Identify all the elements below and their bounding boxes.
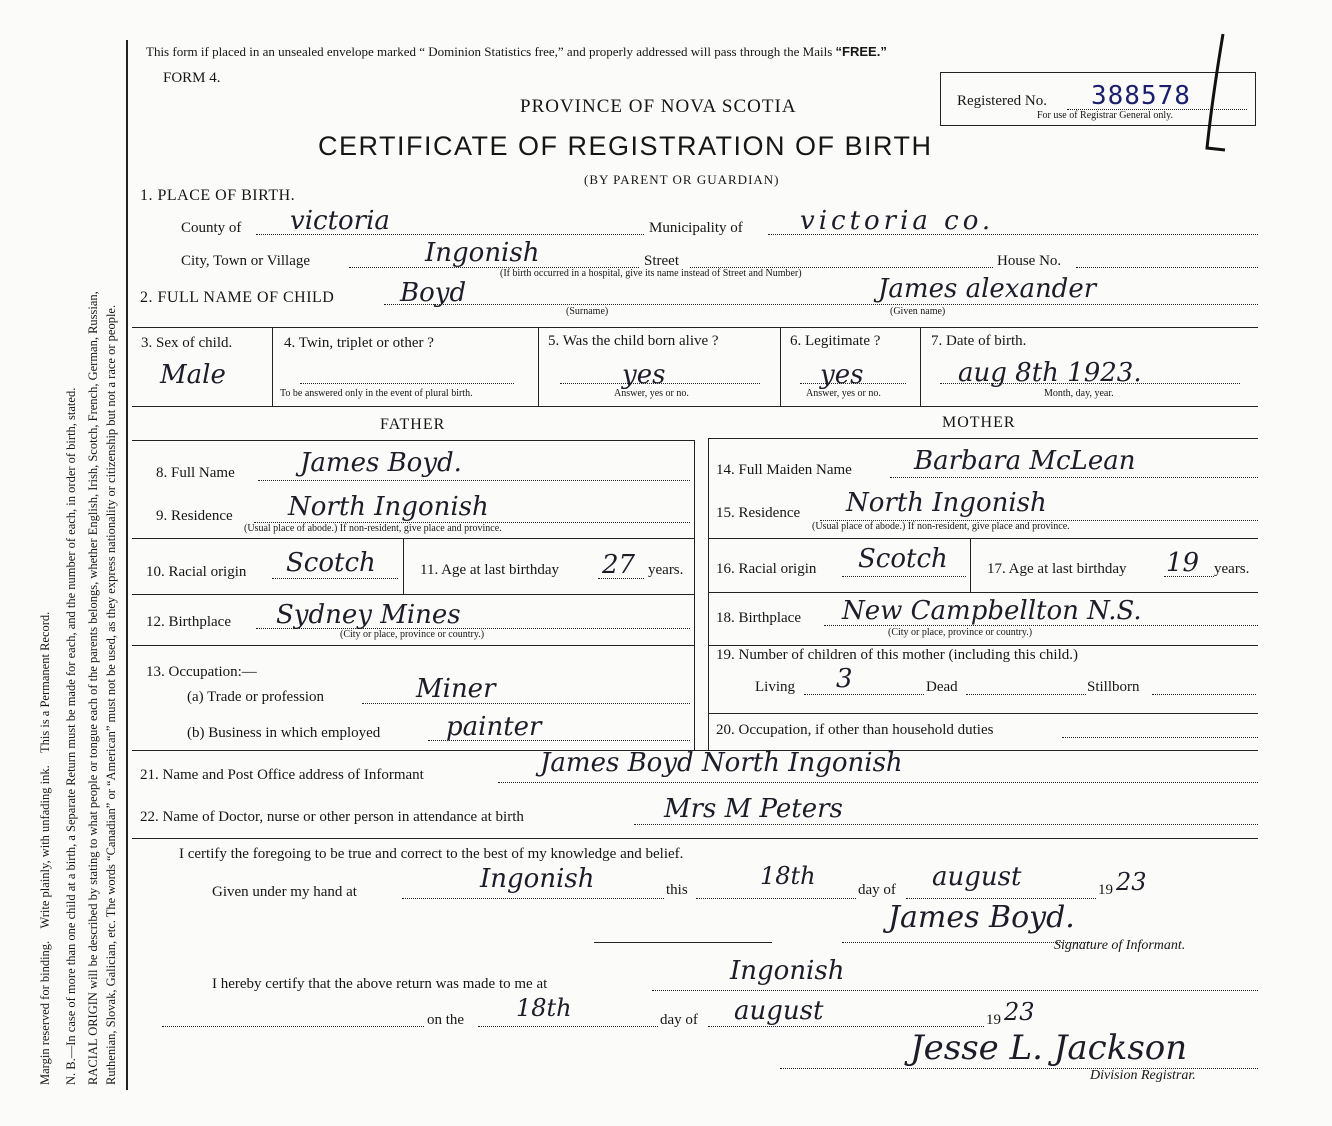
city-label: City, Town or Village: [181, 253, 311, 269]
certify-day: 18th: [760, 862, 816, 890]
child-given-name: James alexander: [878, 274, 1097, 304]
mother-heading: MOTHER: [942, 414, 1016, 431]
father-trade: Miner: [416, 674, 496, 704]
registered-number: 388578: [1091, 81, 1191, 111]
dob-value: aug 8th 1923.: [958, 358, 1142, 388]
municipality-value: victoria co.: [800, 206, 995, 236]
living-label: Living: [755, 679, 795, 695]
form-number: FORM 4.: [163, 70, 221, 86]
certify-day-of-label: day of: [858, 882, 896, 898]
informant-value: James Boyd North Ingonish: [540, 748, 903, 778]
father-birthplace: Sydney Mines: [276, 600, 461, 630]
stillborn-label: Stillborn: [1087, 679, 1140, 695]
county-label: County of: [181, 220, 242, 236]
registrar-year-prefix: 19: [986, 1012, 1001, 1028]
legitimate-note: Answer, yes or no.: [806, 388, 881, 399]
certify-place: Ingonish: [480, 864, 595, 894]
county-value: victoria: [290, 206, 390, 236]
dead-label: Dead: [926, 679, 958, 695]
mother-birthplace-note: (City or place, province or country.): [888, 627, 1033, 638]
city-value: Ingonish: [425, 238, 540, 268]
registrar-statement: I hereby certify that the above return was made to me at: [212, 976, 548, 992]
father-age-label: 11. Age at last birthday: [420, 562, 559, 578]
father-residence-label: 9. Residence: [156, 508, 233, 524]
mail-notice: This form if placed in an unsealed envelope marked “ Dominion Statistics free,” and properly addressed will pass through the Mails “FREE.”: [146, 44, 887, 59]
division-registrar-label: Division Registrar.: [1090, 1068, 1196, 1083]
doctor-value: Mrs M Peters: [664, 794, 843, 824]
father-age: 27: [602, 550, 636, 580]
child-name-label: 2. FULL NAME OF CHILD: [140, 289, 335, 306]
doctor-label: 22. Name of Doctor, nurse or other person in attendance at birth: [140, 809, 524, 825]
margin-racial-note-2: Ruthenian, Slovak, Galician, etc. The words “Canadian” or “American” must not be used, as they express nationality or citizenship but not a race or people.: [104, 304, 118, 1085]
mother-residence: North Ingonish: [846, 488, 1047, 518]
municipality-label: Municipality of: [649, 220, 743, 236]
father-years: years.: [648, 562, 684, 578]
alive-label: 5. Was the child born alive ?: [548, 333, 719, 349]
house-label: House No.: [997, 253, 1062, 269]
hospital-note: (If birth occurred in a hospital, give its name instead of Street and Number): [500, 268, 802, 279]
margin-racial-note-1: RACIAL ORIGIN will be described by stating to what people or tongue each of the parents belongs, whether English, Irish, Scotch, French, German, Russian,: [86, 291, 100, 1085]
alive-note: Answer, yes or no.: [614, 388, 689, 399]
province-heading: PROVINCE OF NOVA SCOTIA: [520, 96, 797, 117]
mother-name-label: 14. Full Maiden Name: [716, 462, 852, 478]
margin-nb-note: N. B.—In case of more than one child at a birth, a Separate Return must be made for each, and the number of each, in order of birth, stated.: [64, 387, 78, 1085]
father-trade-label: (a) Trade or profession: [187, 689, 325, 705]
registrar-day-of-label: day of: [660, 1012, 698, 1028]
certify-statement: I certify the foregoing to be true and correct to the best of my knowledge and belief.: [179, 846, 684, 862]
child-surname: Boyd: [400, 278, 467, 308]
registrar-day: 18th: [516, 994, 572, 1022]
mother-race: Scotch: [858, 544, 948, 574]
mother-age-label: 17. Age at last birthday: [987, 561, 1127, 577]
registrar-note: For use of Registrar General only.: [1037, 110, 1173, 121]
informant-signature-label: Signature of Informant.: [1054, 938, 1186, 953]
father-race-label: 10. Racial origin: [146, 564, 247, 580]
mother-residence-label: 15. Residence: [716, 505, 801, 521]
father-name: James Boyd.: [300, 448, 462, 478]
certify-month: august: [932, 862, 1022, 892]
dob-label: 7. Date of birth.: [931, 333, 1027, 349]
sex-value: Male: [160, 360, 226, 390]
twin-note: To be answered only in the event of plural birth.: [280, 388, 473, 399]
mother-birthplace: New Campbellton N.S.: [842, 596, 1142, 626]
given-name-label: (Given name): [890, 306, 946, 317]
registrar-month: august: [734, 996, 824, 1026]
father-residence-note: (Usual place of abode.) If non-resident, give place and province.: [244, 523, 502, 534]
margin-binding-note: Margin reserved for binding. Write plainly, with unfading ink. This is a Permanent Record.: [38, 611, 52, 1085]
father-race: Scotch: [286, 548, 376, 578]
pen-mark: [1195, 30, 1235, 160]
mother-occupation-label: 20. Occupation, if other than household duties: [716, 722, 994, 738]
father-residence: North Ingonish: [288, 492, 489, 522]
certify-year-prefix: 19: [1098, 882, 1113, 898]
on-the-label: on the: [427, 1012, 465, 1028]
father-heading: FATHER: [380, 416, 446, 433]
mother-name: Barbara McLean: [914, 446, 1136, 476]
margin-rule: [126, 40, 128, 1090]
informant-label: 21. Name and Post Office address of Informant: [140, 767, 424, 783]
certify-this-label: this: [666, 882, 688, 898]
surname-label: (Surname): [566, 306, 609, 317]
mother-age: 19: [1166, 548, 1200, 578]
place-of-birth-label: 1. PLACE OF BIRTH.: [140, 187, 296, 204]
dob-note: Month, day, year.: [1044, 388, 1114, 399]
legitimate-value: yes: [820, 360, 864, 390]
sex-label: 3. Sex of child.: [141, 335, 233, 351]
legitimate-label: 6. Legitimate ?: [790, 333, 881, 349]
father-birthplace-note: (City or place, province or country.): [340, 629, 485, 640]
page-subtitle: (BY PARENT OR GUARDIAN): [584, 172, 780, 187]
page-title: CERTIFICATE OF REGISTRATION OF BIRTH: [318, 131, 933, 161]
father-name-label: 8. Full Name: [156, 465, 235, 481]
certify-year: 23: [1116, 868, 1147, 896]
alive-value: yes: [622, 360, 666, 390]
father-occupation-label: 13. Occupation:—: [146, 664, 257, 680]
street-label: Street: [644, 253, 679, 269]
mother-years: years.: [1214, 561, 1250, 577]
given-under-label: Given under my hand at: [212, 884, 357, 900]
informant-signature: James Boyd.: [888, 900, 1075, 935]
father-business: painter: [446, 712, 542, 742]
mother-birthplace-label: 18. Birthplace: [716, 610, 801, 626]
father-birthplace-label: 12. Birthplace: [146, 614, 231, 630]
mother-residence-note: (Usual place of abode.) If non-resident, give place and province.: [812, 521, 1070, 532]
mother-children-label: 19. Number of children of this mother (including this child.): [716, 647, 1079, 663]
registered-label: Registered No.: [957, 93, 1047, 109]
registrar-year: 23: [1004, 998, 1035, 1026]
father-business-label: (b) Business in which employed: [187, 725, 381, 741]
registrar-signature: Jesse L. Jackson: [910, 1028, 1188, 1068]
registrar-place: Ingonish: [730, 956, 845, 986]
living-count: 3: [836, 664, 853, 694]
twin-label: 4. Twin, triplet or other ?: [284, 335, 434, 351]
mother-race-label: 16. Racial origin: [716, 561, 817, 577]
